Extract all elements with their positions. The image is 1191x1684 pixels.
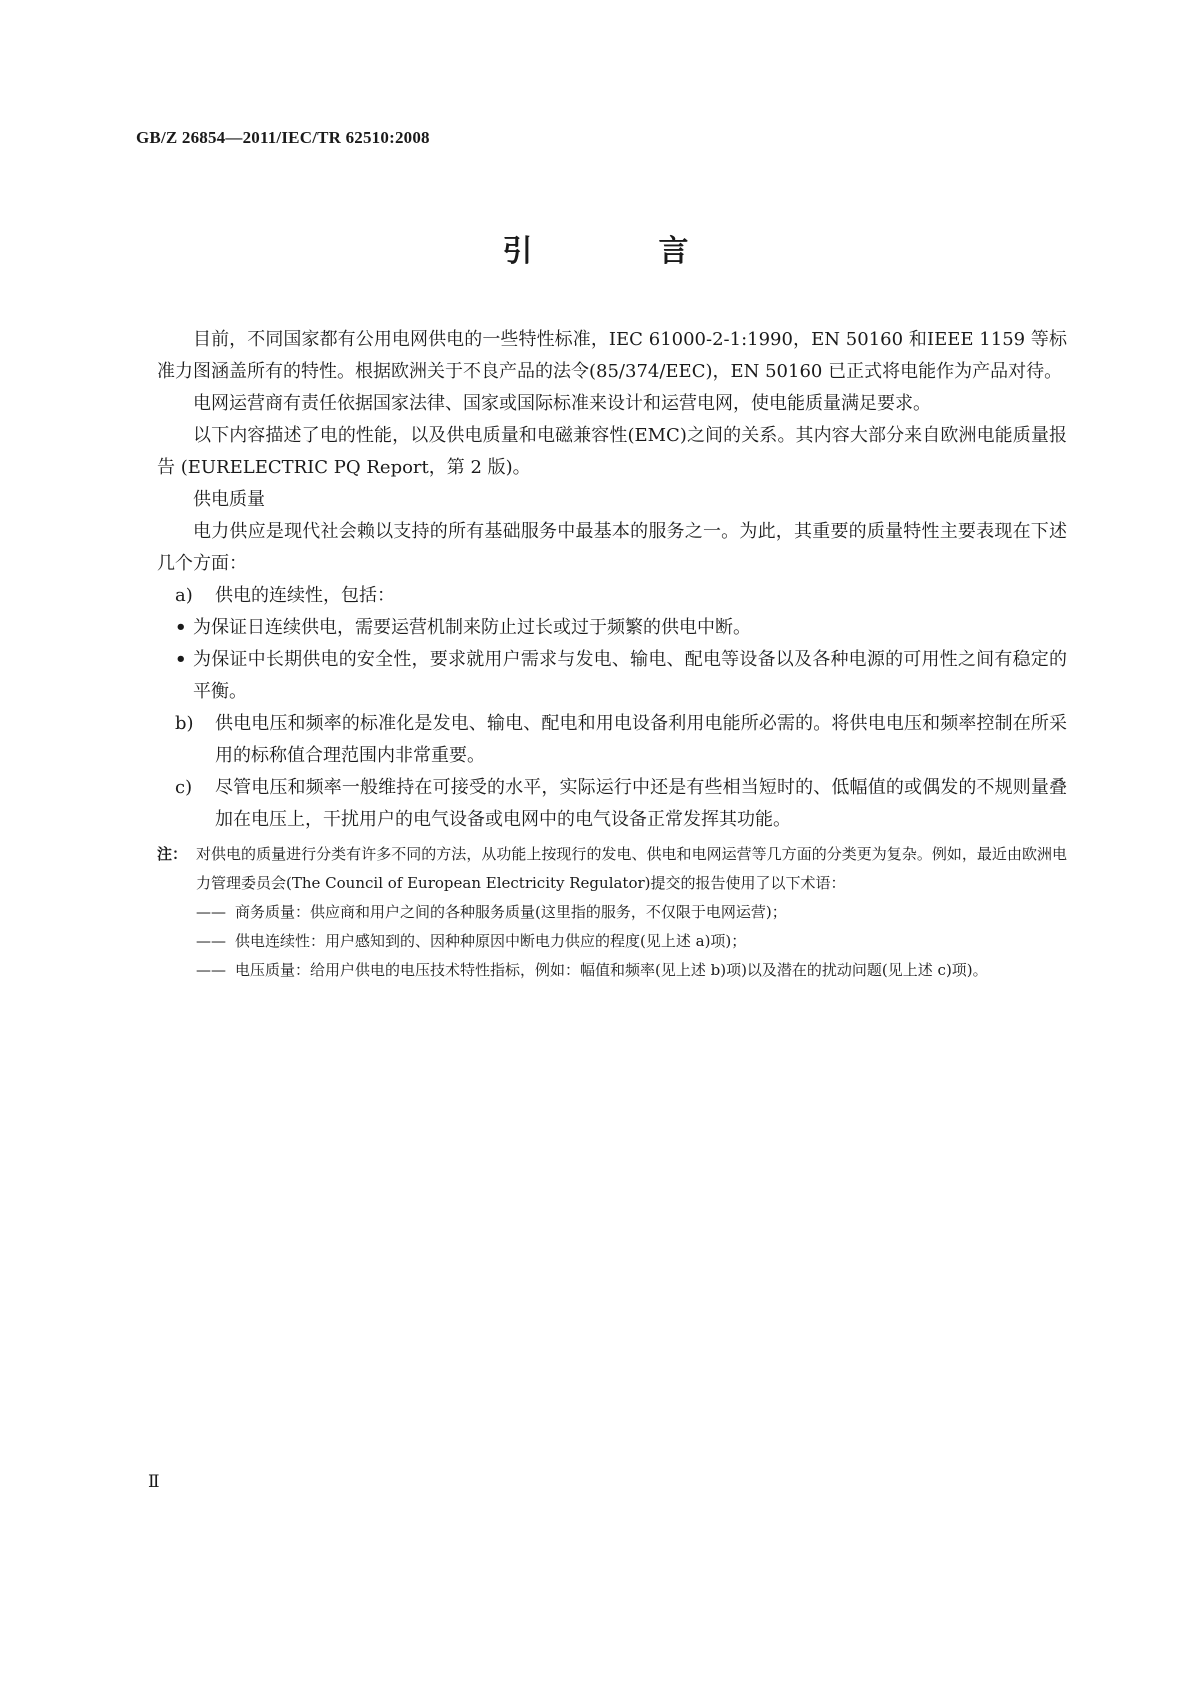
note-term: [157, 927, 1067, 956]
list-item-a: [157, 580, 1067, 612]
note-term: [157, 956, 1067, 985]
page-title: 引 言: [502, 234, 737, 269]
paragraph-power-supply: 电力供应是现代社会赖以支持的所有基础服务中最基本的服务之一。为此，其重要的质量特性主要表现在下述几个方面：: [157, 521, 1067, 574]
dash-marker: ——: [196, 932, 226, 950]
bullet-icon: •: [175, 649, 187, 670]
note-label: 注：: [157, 845, 188, 863]
list-item-c: [157, 772, 1067, 836]
note-term: [157, 898, 1067, 927]
list-marker-a: a): [175, 585, 193, 606]
paragraph-operator: 电网运营商有责任依据国家法律、国家或国际标准来设计和运营电网，使电能质量满足要求。: [193, 393, 931, 414]
note-block: [157, 840, 1067, 985]
note-body: 对供电的质量进行分类有许多不同的方法，从功能上按现行的发电、供电和电网运营等几方面的分类更为复杂。例如，最近由欧洲电力管理委员会(The Council of European Electricity Regulator)提交的报告使用了以下术语：: [196, 845, 1067, 892]
bullet-item: [157, 644, 1067, 708]
list-marker-b: b): [175, 713, 194, 734]
document-body: [157, 324, 1067, 985]
bullet-icon: •: [175, 617, 187, 638]
list-item-b: [157, 708, 1067, 772]
paragraph-intro: 目前，不同国家都有公用电网供电的一些特性标准，IEC 61000-2-1:1990，EN 50160 和IEEE 1159 等标准力图涵盖所有的特性。根据欧洲关于不良产品的法令(85/374/EEC)，EN 50160 已正式将电能作为产品对待。: [157, 329, 1067, 382]
bullet-item-text: 为保证中长期供电的安全性，要求就用户需求与发电、输电、配电等设备以及各种电源的可用性之间有稳定的平衡。: [193, 649, 1067, 702]
list-item-a-text: 供电的连续性，包括：: [215, 585, 395, 606]
dash-marker: ——: [196, 903, 226, 921]
note-term-text: 电压质量：给用户供电的电压技术特性指标，例如：幅值和频率(见上述 b)项)以及潜在的扰动问题(见上述 c)项)。: [235, 961, 988, 979]
list-marker-c: c): [175, 777, 193, 798]
note-term-text: 供电连续性：用户感知到的、因种种原因中断电力供应的程度(见上述 a)项)；: [235, 932, 747, 950]
dash-marker: ——: [196, 961, 226, 979]
standard-code: GB/Z 26854—2011/IEC/TR 62510:2008: [136, 128, 430, 147]
list-item-b-text: 供电电压和频率的标准化是发电、输电、配电和用电设备利用电能所必需的。将供电电压和频率控制在所采用的标称值合理范围内非常重要。: [215, 713, 1067, 766]
note-text: [157, 840, 1067, 898]
bullet-item: [157, 612, 1067, 644]
bullet-item-text: 为保证日连续供电，需要运营机制来防止过长或过于频繁的供电中断。: [193, 617, 751, 638]
note-term-text: 商务质量：供应商和用户之间的各种服务质量(这里指的服务，不仅限于电网运营)；: [235, 903, 787, 921]
paragraph-description: 以下内容描述了电的性能，以及供电质量和电磁兼容性(EMC)之间的关系。其内容大部分来自欧洲电能质量报告 (EURELECTRIC PQ Report，第 2 版)。: [157, 425, 1067, 478]
page-number: Ⅱ: [148, 1472, 160, 1491]
list-item-c-text: 尽管电压和频率一般维持在可接受的水平，实际运行中还是有些相当短时的、低幅值的或偶发的不规则量叠加在电压上，干扰用户的电气设备或电网中的电气设备正常发挥其功能。: [215, 777, 1067, 830]
section-heading-supply-quality: 供电质量: [193, 489, 265, 510]
